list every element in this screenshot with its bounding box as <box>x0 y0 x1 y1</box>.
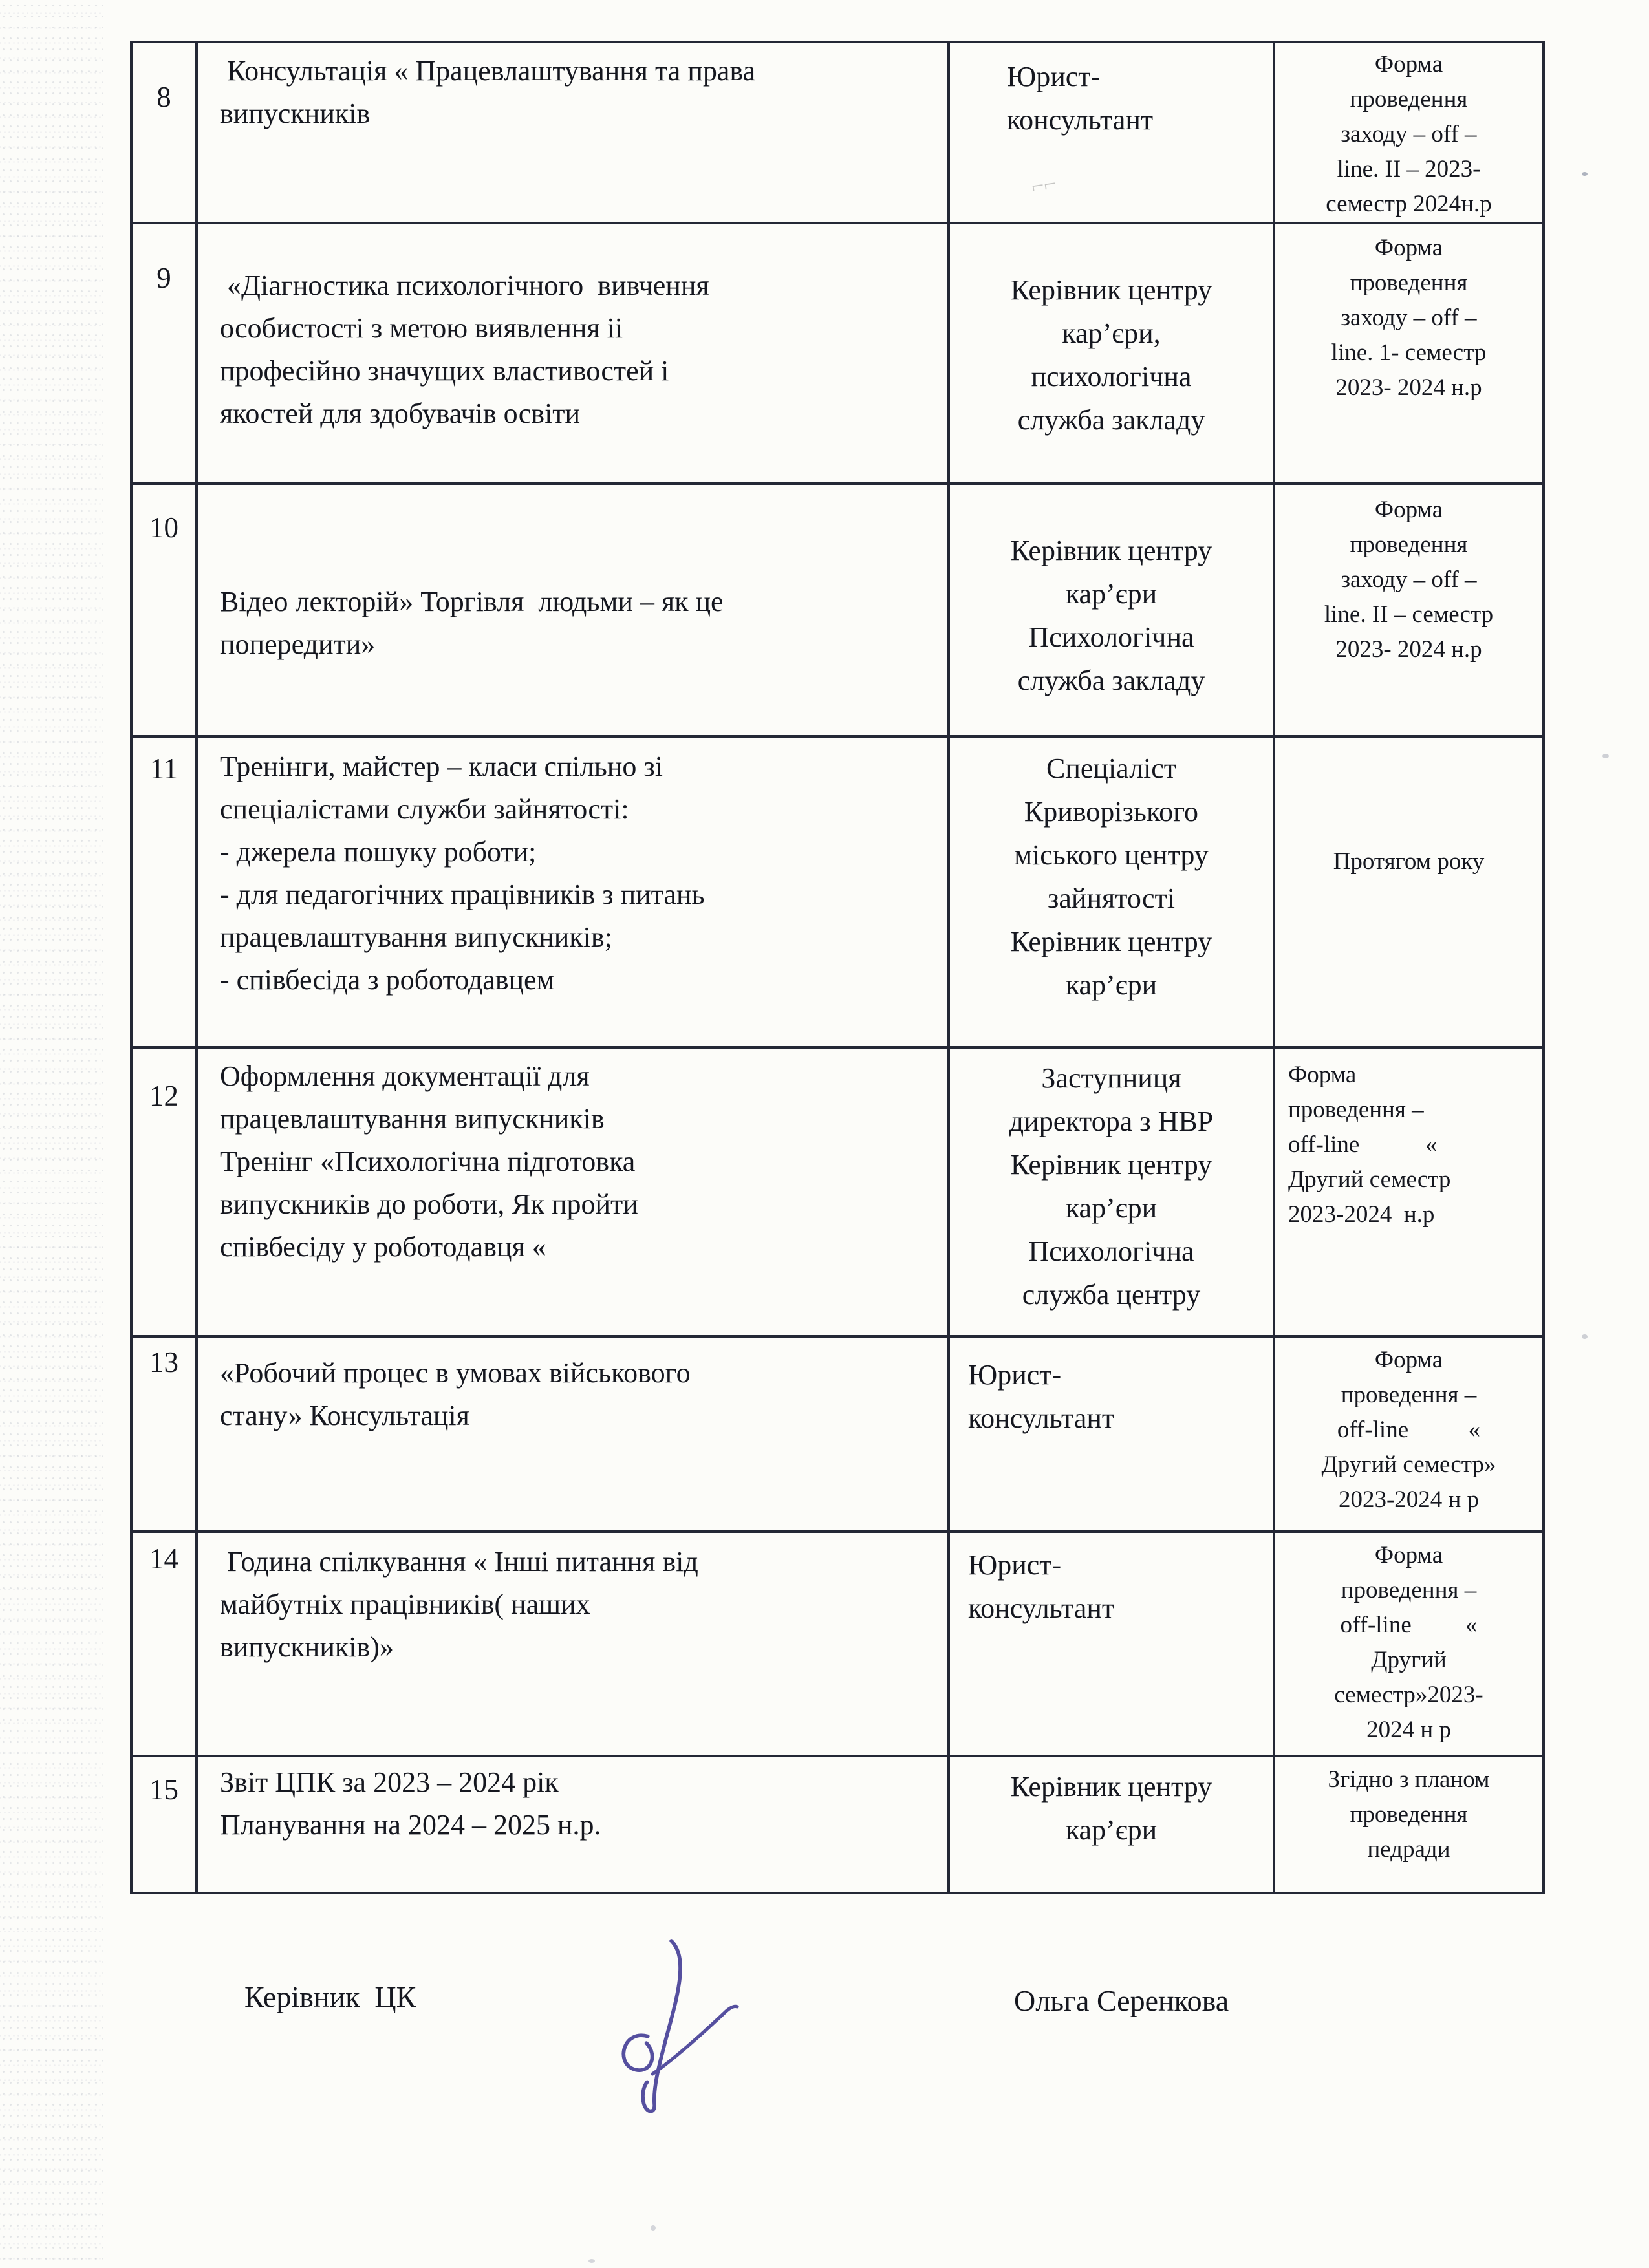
table-row <box>131 42 1544 223</box>
table-row <box>131 223 1544 484</box>
table-row <box>131 1756 1544 1893</box>
responsible-cell: Юрист- консультант <box>949 42 1274 223</box>
responsible-cell: Керівник центру кар’єри Психологічна служба закладу <box>949 484 1274 736</box>
row-number-cell: 13 <box>131 1336 197 1532</box>
row-number-cell: 14 <box>131 1532 197 1756</box>
scan-speck <box>588 2259 595 2263</box>
form-timing-cell: Форма проведення – off-line « Другий семестр 2023-2024 н.р <box>1274 1047 1544 1336</box>
activity-cell: «Робочий процес в умовах військового стану» Консультація <box>197 1336 949 1532</box>
scan-speck <box>1582 1334 1588 1339</box>
pencil-mark-artifact: ⌐⌐ <box>1029 171 1058 199</box>
table-row <box>131 484 1544 736</box>
table-row <box>131 1336 1544 1532</box>
form-timing-cell: Форма проведення заходу – off – line. II – 2023- семестр 2024н.р <box>1274 42 1544 223</box>
scan-speck <box>651 2225 656 2231</box>
scan-speck <box>1582 172 1588 176</box>
row-number-cell: 11 <box>131 736 197 1047</box>
table-row <box>131 736 1544 1047</box>
plan-table-wrap <box>130 41 1545 1894</box>
table-row <box>131 1047 1544 1336</box>
handwritten-signature-icon <box>585 1928 753 2122</box>
form-timing-cell: Згідно з планом проведення педради <box>1274 1756 1544 1893</box>
row-number-cell: 8 <box>131 42 197 223</box>
responsible-cell: Спеціаліст Криворізького міського центру зайнятості Керівник центру кар’єри <box>949 736 1274 1047</box>
responsible-cell: Юрист- консультант <box>949 1532 1274 1756</box>
row-number-cell: 12 <box>131 1047 197 1336</box>
activity-cell: Тренінги, майстер – класи спільно зі спеціалістами служби зайнятості: - джерела пошуку роботи; - для педагогічних працівників з питань працевлаштування випускників; - співбесіда з роботодавцем <box>197 736 949 1047</box>
activity-cell: Звіт ЦПК за 2023 – 2024 рік Планування на 2024 – 2025 н.р. <box>197 1756 949 1893</box>
activity-cell: Консультація « Працевлаштування та права випускників <box>197 42 949 223</box>
row-number-cell: 10 <box>131 484 197 736</box>
form-timing-cell: Форма проведення – off-line « Другий семестр» 2023-2024 н р <box>1274 1336 1544 1532</box>
scan-noise-band <box>0 0 103 2268</box>
form-timing-cell: Протягом року <box>1274 736 1544 1047</box>
activity-cell: «Діагностика психологічного вивчення особистості з метою виявлення іі професійно значущих властивостей і якостей для здобувачів освіти <box>197 223 949 484</box>
form-timing-cell: Форма проведення заходу – off – line. 1- семестр 2023- 2024 н.р <box>1274 223 1544 484</box>
row-number-cell: 15 <box>131 1756 197 1893</box>
scan-speck <box>1602 754 1609 758</box>
signature-block <box>0 1965 1649 2159</box>
table-row <box>131 1532 1544 1756</box>
responsible-cell: Керівник центру кар’єри, психологічна служба закладу <box>949 223 1274 484</box>
form-timing-cell: Форма проведення – off-line « Другий семестр»2023- 2024 н р <box>1274 1532 1544 1756</box>
row-number-cell: 9 <box>131 223 197 484</box>
activity-cell: Оформлення документації для працевлаштування випускників Тренінг «Психологічна підготовка випускників до роботи, Як пройти співбесіду у роботодавця « <box>197 1047 949 1336</box>
responsible-cell: Заступниця директора з НВР Керівник центру кар’єри Психологічна служба центру <box>949 1047 1274 1336</box>
responsible-cell: Юрист- консультант <box>949 1336 1274 1532</box>
footer-role-label: Керівник ЦК <box>244 1980 416 2013</box>
activity-cell: Година спілкування « Інші питання від майбутніх працівників( наших випускників)» <box>197 1532 949 1756</box>
footer-signer-name: Ольга Серенкова <box>1014 1984 1229 2017</box>
activity-cell: Відео лекторій» Торгівля людьми – як це попередити» <box>197 484 949 736</box>
schedule-table <box>130 41 1545 1894</box>
form-timing-cell: Форма проведення заходу – off – line. II – семестр 2023- 2024 н.р <box>1274 484 1544 736</box>
responsible-cell: Керівник центру кар’єри <box>949 1756 1274 1893</box>
